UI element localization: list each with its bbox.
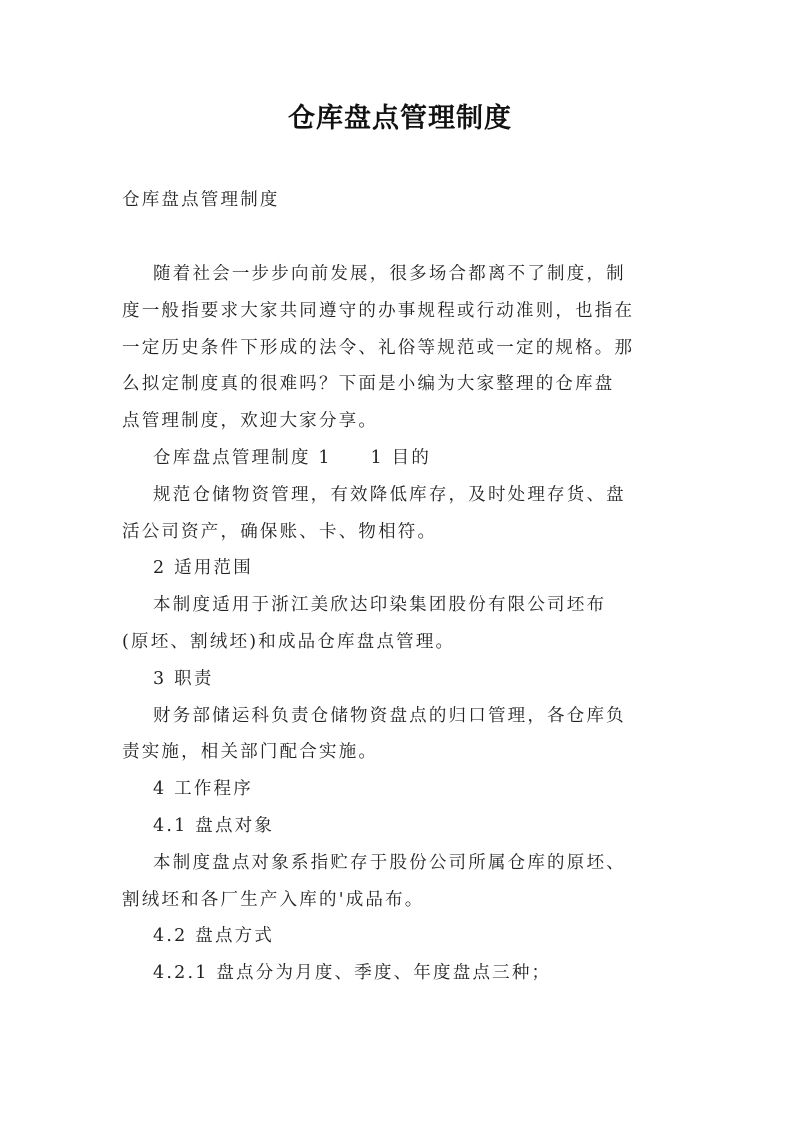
body-line: (原坯、割绒坯)和成品仓库盘点管理。 bbox=[122, 631, 456, 652]
body-line: 规范仓储物资管理，有效降低库存，及时处理存货、盘 bbox=[122, 484, 626, 505]
body-line: 么拟定制度真的很难吗？下面是小编为大家整理的仓库盘 bbox=[122, 374, 615, 395]
body-line: 活公司资产，确保账、卡、物相符。 bbox=[122, 521, 438, 542]
body-line: 4.2.1 盘点分为月度、季度、年度盘点三种； bbox=[122, 963, 552, 984]
document-body bbox=[122, 256, 692, 992]
body-line: 2 适用范围 bbox=[122, 558, 253, 579]
body-line: 4.2 盘点方式 bbox=[122, 926, 275, 947]
body-line: 财务部储运科负责仓储物资盘点的归口管理，各仓库负 bbox=[122, 705, 626, 726]
body-line: 4.1 盘点对象 bbox=[122, 815, 275, 836]
body-line: 度一般指要求大家共同遵守的办事规程或行动准则，也指在 bbox=[122, 300, 635, 321]
body-line: 割绒坯和各厂生产入库的'成品布。 bbox=[122, 889, 425, 910]
document-title: 仓库盘点管理制度 bbox=[288, 103, 512, 134]
body-line: 责实施，相关部门配合实施。 bbox=[122, 742, 379, 763]
document-subtitle: 仓库盘点管理制度 bbox=[122, 190, 280, 210]
body-line: 点管理制度，欢迎大家分享。 bbox=[122, 411, 379, 432]
body-line: 本制度适用于浙江美欣达印染集团股份有限公司坯布 bbox=[122, 595, 607, 616]
body-line: 仓库盘点管理制度 1 1 目的 bbox=[122, 447, 432, 468]
body-line: 随着社会一步步向前发展，很多场合都离不了制度，制 bbox=[122, 264, 626, 284]
body-line: 一定历史条件下形成的法令、礼俗等规范或一定的规格。那 bbox=[122, 337, 635, 358]
body-line: 本制度盘点对象系指贮存于股份公司所属仓库的原坯、 bbox=[122, 852, 626, 873]
body-line: 4 工作程序 bbox=[122, 779, 253, 800]
body-line: 3 职责 bbox=[122, 668, 214, 689]
